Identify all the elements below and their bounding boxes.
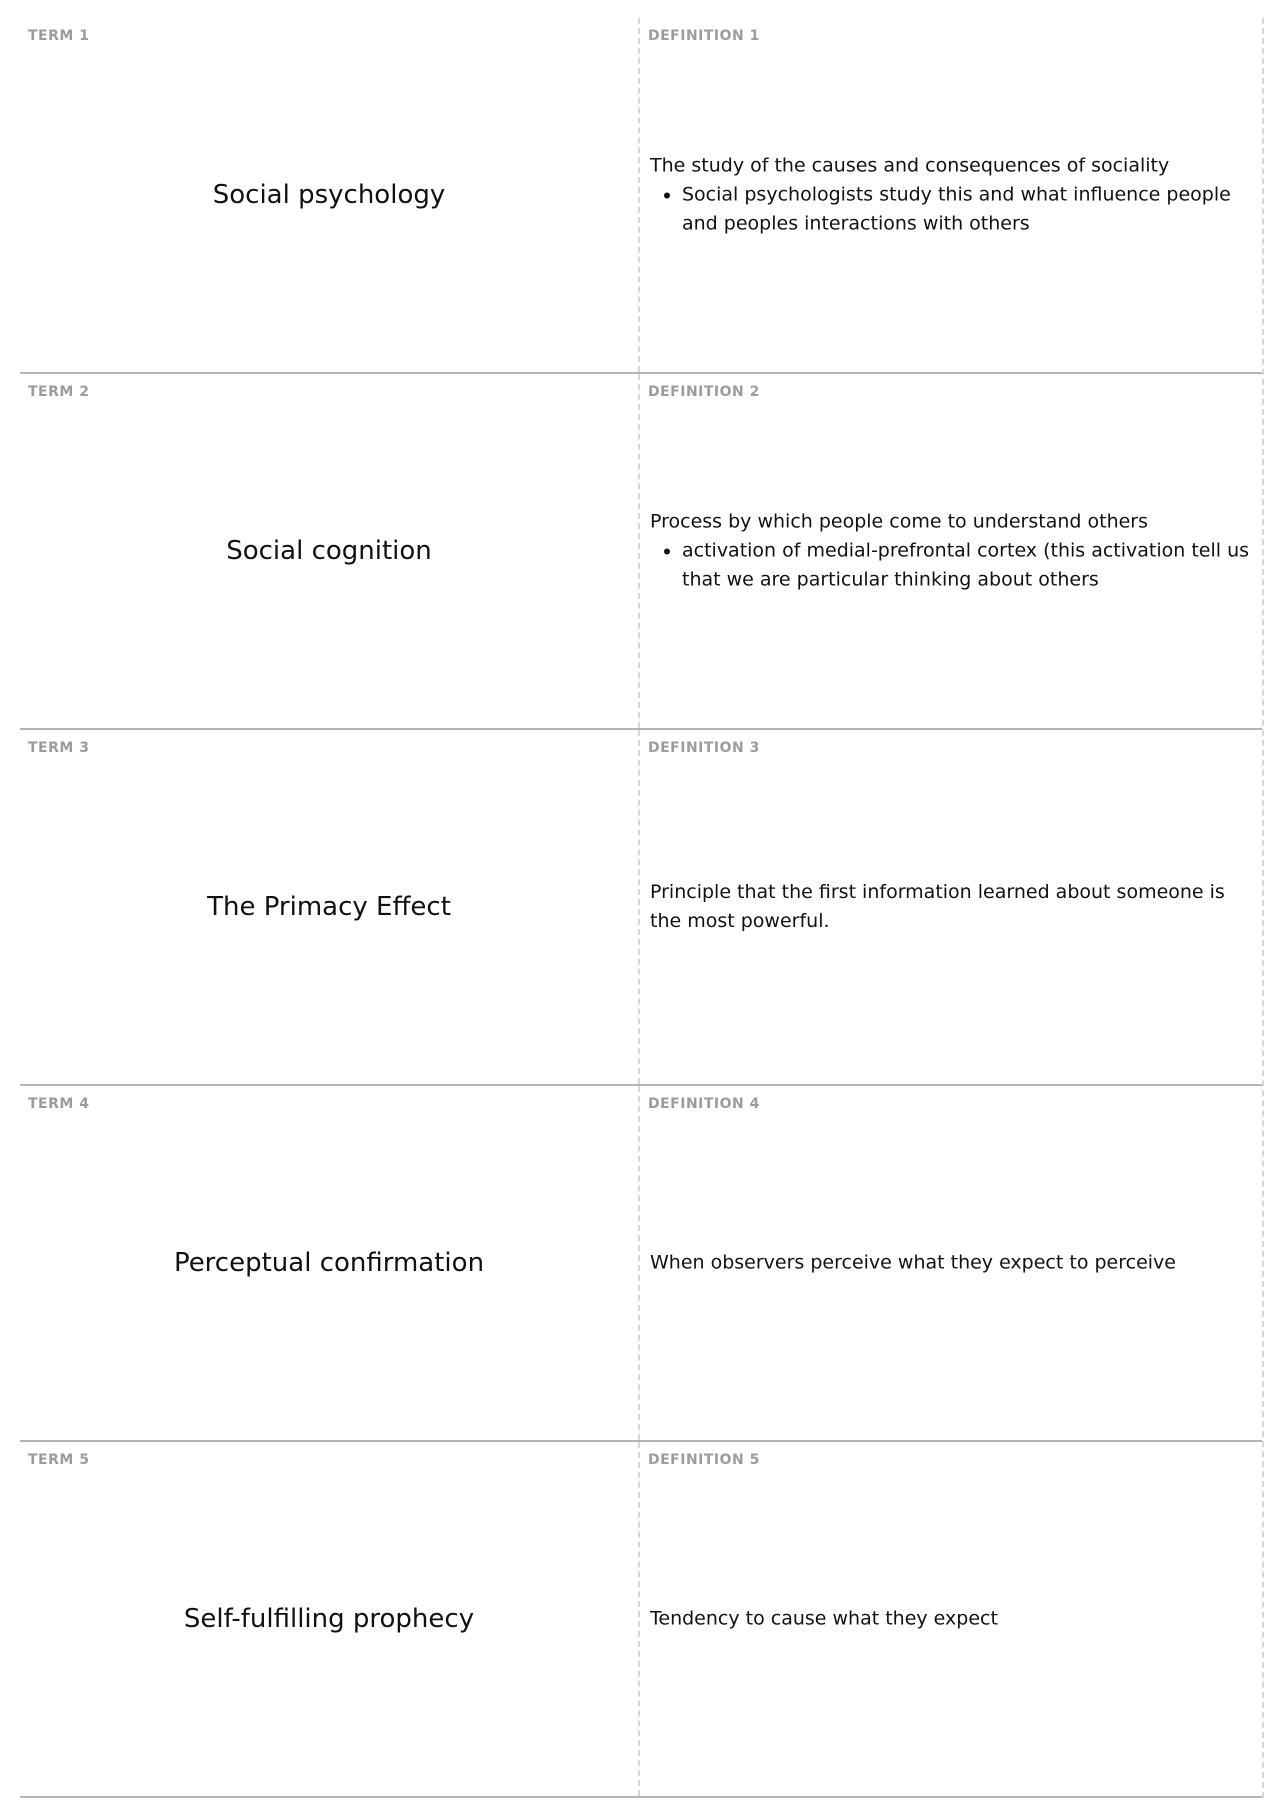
- definition-label: DEFINITION 5: [648, 1452, 760, 1468]
- definition-body: [650, 152, 1250, 239]
- flashcard: [20, 1086, 1262, 1442]
- term-cell: [20, 1086, 640, 1440]
- definition-bullet: • Social psychologists study this and what influence people and peoples interactions with others: [682, 181, 1250, 239]
- term-cell: [20, 374, 640, 728]
- term-label: TERM 1: [28, 28, 90, 44]
- definition-text: Tendency to cause what they expect: [650, 1607, 998, 1630]
- flashcard: [20, 730, 1262, 1086]
- term-text: The Primacy Effect: [207, 892, 451, 922]
- definition-text: Process by which people come to understand others: [650, 510, 1149, 533]
- definition-bullet: • activation of medial-prefrontal cortex (this activation tell us that we are particular thinking about others: [682, 537, 1250, 595]
- definition-bullet-list: [650, 537, 1250, 595]
- term-label: TERM 2: [28, 384, 90, 400]
- term-text: Social psychology: [212, 180, 446, 210]
- definition-text: When observers perceive what they expect to perceive: [650, 1251, 1176, 1274]
- definition-label: DEFINITION 3: [648, 740, 760, 756]
- term-cell: [20, 18, 640, 372]
- term-text: Self-fulfilling prophecy: [183, 1604, 475, 1634]
- term-text: Perceptual confirmation: [173, 1248, 485, 1278]
- flashcard: [20, 374, 1262, 730]
- definition-cell: [640, 1442, 1262, 1796]
- definition-label: DEFINITION 1: [648, 28, 760, 44]
- flashcard-sheet: [20, 18, 1264, 1798]
- definition-body: [650, 1605, 1250, 1634]
- definition-body: [650, 1249, 1250, 1278]
- term-cell: [20, 1442, 640, 1796]
- term-label: TERM 4: [28, 1096, 90, 1112]
- definition-text: Principle that the first information learned about someone is the most powerful.: [650, 881, 1225, 932]
- definition-label: DEFINITION 4: [648, 1096, 760, 1112]
- flashcard: [20, 18, 1262, 374]
- definition-cell: [640, 374, 1262, 728]
- definition-bullet-list: [650, 181, 1250, 239]
- definition-cell: [640, 730, 1262, 1084]
- term-cell: [20, 730, 640, 1084]
- term-label: TERM 3: [28, 740, 90, 756]
- flashcard: [20, 1442, 1262, 1798]
- definition-cell: [640, 1086, 1262, 1440]
- definition-text: The study of the causes and consequences of sociality: [650, 154, 1170, 177]
- definition-cell: [640, 18, 1262, 372]
- definition-body: [650, 878, 1250, 936]
- term-label: TERM 5: [28, 1452, 90, 1468]
- definition-body: [650, 508, 1250, 595]
- term-text: Social cognition: [226, 536, 432, 566]
- definition-label: DEFINITION 2: [648, 384, 760, 400]
